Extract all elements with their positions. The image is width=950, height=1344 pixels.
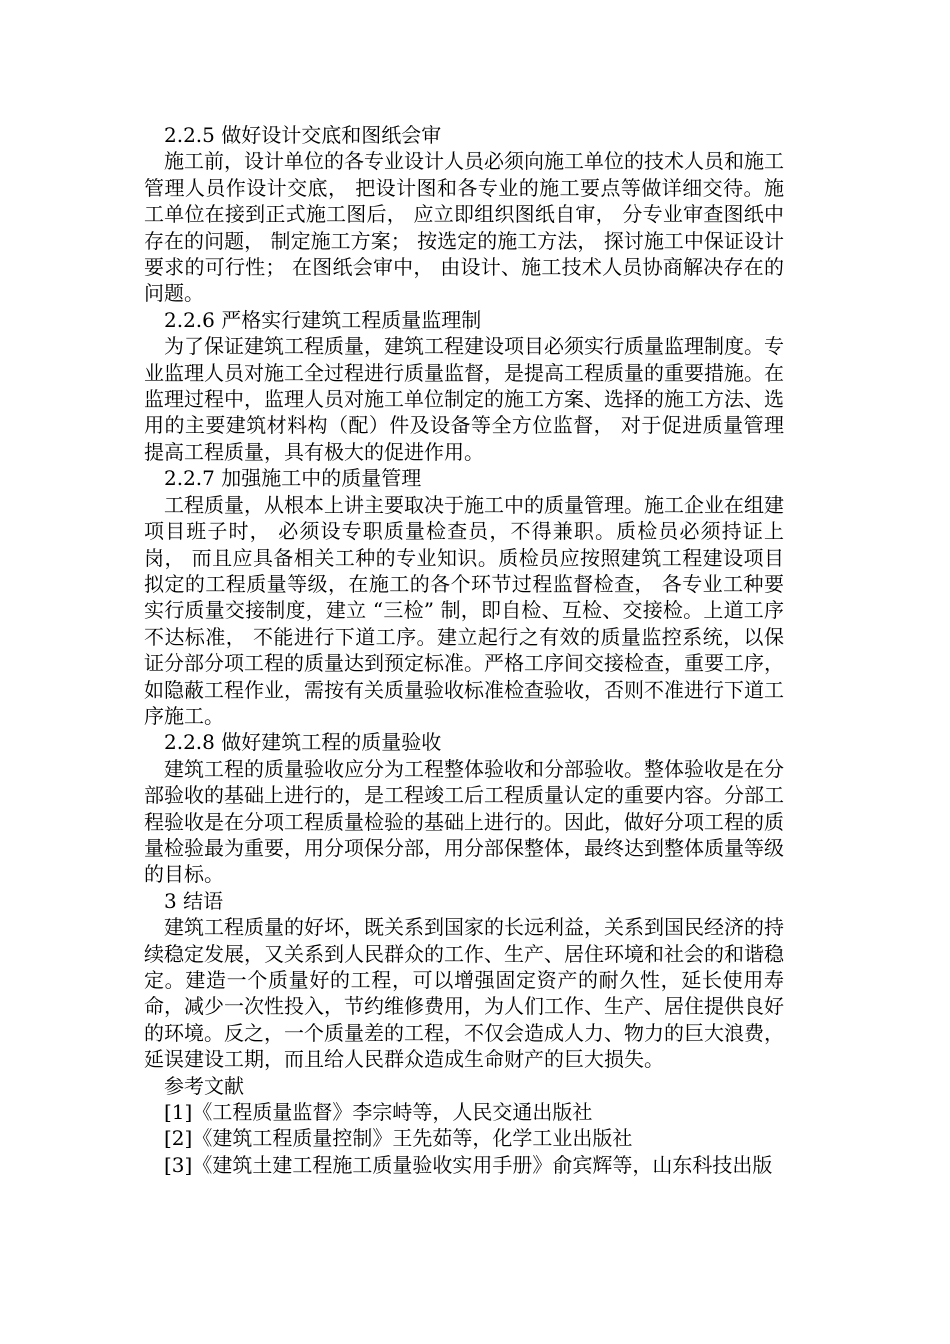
- section-2-2-7: [144, 465, 784, 729]
- references-section: [144, 1073, 784, 1179]
- section-heading: 2.2.8 做好建筑工程的质量验收: [164, 730, 442, 755]
- section-paragraph: 建筑工程质量的好坏，既关系到国家的长远利益，关系到国民经济的持续稳定发展，又关系到人民群众的工作、生产、居住环境和社会的和谐稳定。建造一个质量好的工程，可以增强固定资产的耐久性，延长使用寿命，减少一次性投入，节约维修费用，为人们工作、生产、居住提供良好的环境。反之，一个质量差的工程，不仅会造成人力、物力的巨大浪费，延误建设工期，而且给人民群众造成生命财产的巨大损失。: [144, 915, 784, 1072]
- references-list: [144, 1099, 784, 1178]
- reference-item: [3]《建筑土建工程施工质量验收实用手册》俞宾辉等，山东科技出版: [164, 1152, 773, 1177]
- section-paragraph: 工程质量，从根本上讲主要取决于施工中的质量管理。施工企业在组建项目班子时， 必须设专职质量检查员，不得兼职。质检员必须持证上岗， 而且应具备相关工种的专业知识。质检员应按照建筑工程建设项目拟定的工程质量等级，在施工的各个环节过程监督检查， 各专业工种要实行质量交接制度，建立 “三检” 制，即自检、互检、交接检。上道工序不达标准， 不能进行下道工序。建立起行之有效的质量监控系统，以保证分部分项工程的质量达到预定标准。严格工序间交接检查，重要工序，如隐蔽工程作业，需按有关质量验收标准检查验收，否则不准进行下道工序施工。: [144, 492, 784, 728]
- section-paragraph: 建筑工程的质量验收应分为工程整体验收和分部验收。整体验收是在分部验收的基础上进行的，是工程竣工后工程质量认定的重要内容。分部工程验收是在分项工程质量检验的基础上进行的。因此，做好分项工程的质量检验最为重要，用分项保分部，用分部保整体，最终达到整体质量等级的目标。: [144, 756, 784, 887]
- section-2-2-8: [144, 729, 784, 887]
- section-heading: 2.2.6 严格实行建筑工程质量监理制: [164, 307, 482, 332]
- section-paragraph: 施工前，设计单位的各专业设计人员必须向施工单位的技术人员和施工管理人员作设计交底， 把设计图和各专业的施工要点等做详细交待。施工单位在接到正式施工图后， 应立即组织图纸自审， 分专业审查图纸中存在的问题， 制定施工方案； 按选定的施工方法， 探讨施工中保证设计要求的可行性； 在图纸会审中， 由设计、施工技术人员协商解决存在的问题。: [144, 149, 784, 306]
- reference-item: [2]《建筑工程质量控制》王先茹等，化学工业出版社: [164, 1126, 633, 1151]
- section-2-2-6: [144, 307, 784, 465]
- references-title: 参考文献: [164, 1073, 244, 1098]
- section-heading: 2.2.5 做好设计交底和图纸会审: [164, 123, 442, 147]
- reference-item: [1]《工程质量监督》李宗峙等，人民交通出版社: [164, 1100, 593, 1125]
- section-2-2-5: [144, 122, 784, 307]
- section-conclusion: [144, 888, 784, 1073]
- section-heading: 3 结语: [164, 888, 224, 913]
- document-page: [144, 122, 784, 1178]
- section-heading: 2.2.7 加强施工中的质量管理: [164, 466, 422, 491]
- section-paragraph: 为了保证建筑工程质量，建筑工程建设项目必须实行质量监理制度。专业监理人员对施工全过程进行质量监督，是提高工程质量的重要措施。在监理过程中，监理人员对施工单位制定的施工方案、选择的施工方法、选用的主要建筑材料构（配）件及设备等全方位监督， 对于促进质量管理提高工程质量，具有极大的促进作用。: [144, 334, 784, 464]
